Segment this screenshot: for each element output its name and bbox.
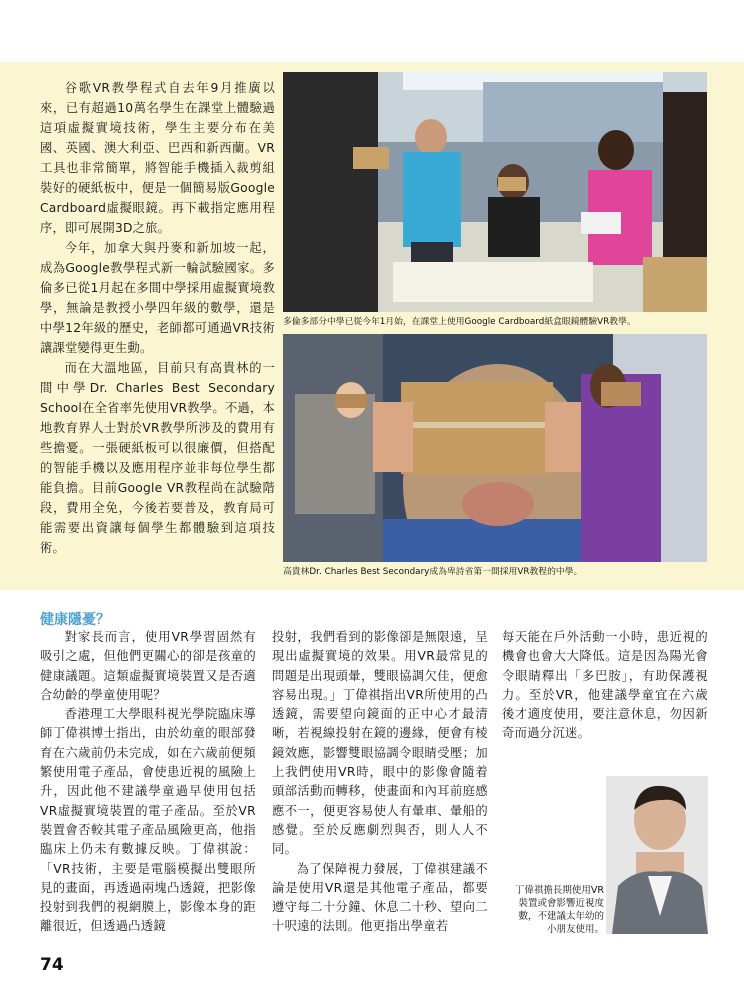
column-2 (272, 628, 488, 937)
portrait-caption: 丁偉祺擔長期使用VR裝置或會影響近視度數，不建議太年幼的小朋友使用。 (514, 885, 604, 935)
column-2-paragraph-2: 為了保障視力發展，丁偉祺建議不論是使用VR還是其他電子產品，都要遵守每二十分鐘、休息二十秒、望向二十呎遠的法則。他更指出學童若 (272, 861, 488, 934)
column-1-paragraph-1: 對家長而言，使用VR學習固然有吸引之處，但他們更關心的卻是孩童的健康議題。這類虛擬實境裝置又是否適合幼齡的學童使用呢？ (40, 630, 256, 702)
photo1-caption: 多倫多部分中學已從今年1月始，在課堂上使用Google Cardboard紙盒眼鏡體驗VR教學。 (283, 317, 636, 327)
column-3-paragraph-1: 每天能在戶外活動一小時，患近視的機會也會大大降低。這是因為陽光會令眼睛釋出「多巴胺」，有助保護視力。至於VR，他建議學童宜在六歲後才適度使用，要注意休息，勿因新奇而過分沉迷。 (502, 630, 708, 741)
classroom-vr-photo (283, 72, 707, 312)
section-title: 健康隱憂？ (40, 612, 110, 628)
intro-paragraph-3: 而在大溫地區，目前只有高貴林的一間中學Dr. Charles Best Secondary School在全省率先使用VR教學。不過，本地教育界人士對於VR教學所涉及的費用有些擔憂。一張硬紙板可以很廉價，但搭配的智能手機以及應用程序並非每位學生都能負擔。目前Google VR教程尚在試驗階段，費用全免，今後若要普及，教育局可能需要出資讓每個學生都體驗到這項技術。 (40, 361, 275, 555)
page-number: 74 (40, 955, 64, 975)
student-cardboard-photo (283, 334, 707, 562)
intro-paragraph-1: 谷歌VR教學程式自去年9月推廣以來，已有超過10萬名學生在課堂上體驗過這項虛擬實境技術，學生主要分布在美國、英國、澳大利亞、巴西和新西蘭。VR工具也非常簡單，將智能手機插入裁剪組裝好的硬紙板中，便是一個簡易版Google Cardboard虛擬眼鏡。再下載指定應用程序，即可展開3D之旅。 (40, 81, 275, 235)
column-1 (40, 628, 256, 937)
intro-text (40, 78, 275, 558)
column-1-paragraph-2: 香港理工大學眼科視光學院臨床導師丁偉祺博士指出，由於幼童的眼部發育在六歲前仍未完成，如在六歲前便頻繁使用電子產品，會使患近視的風險上升，因此他不建議學童過早使用包括VR虛擬實境裝置的電子產品。至於VR裝置會否較其電子產品風險更高，他指臨床上仍未有數據反映。丁偉祺說：「VR技術，主要是電腦模擬出雙眼所見的畫面，再透過兩塊凸透鏡，把影像投射到我們的視網膜上，影像本身的距離很近，但透過凸透鏡 (40, 707, 256, 934)
column-2-paragraph-1: 投射，我們看到的影像卻是無限遠，呈現出虛擬實境的效果。用VR最常見的問題是出現頭暈，雙眼協調欠佳，便愈容易出現。」丁偉祺指出VR所使用的凸透鏡，需要望向鏡面的正中心才最清晰，若視線投射在鏡的邊緣，便會有棱鏡效應，影響雙眼協調令眼睛受壓；加上我們使用VR時，眼中的影像會隨着頭部活動而轉移，使畫面和內耳前庭感應不一，便更容易使人有暈車、暈船的感覺。至於反應劇烈與否，則人人不同。 (272, 630, 488, 857)
column-3 (502, 628, 708, 744)
portrait-photo (606, 776, 708, 934)
photo2-caption: 高貴林Dr. Charles Best Secondary成為卑詩省第一間採用VR教程的中學。 (283, 567, 583, 577)
intro-paragraph-2: 今年，加拿大與丹麥和新加坡一起，成為Google教學程式新一輪試驗國家。多倫多已從1月起在多間中學採用虛擬實境教學，無論是教授小學四年級的數學，還是中學12年級的歷史，老師都可通過VR技術讓課堂變得更生動。 (40, 241, 275, 355)
